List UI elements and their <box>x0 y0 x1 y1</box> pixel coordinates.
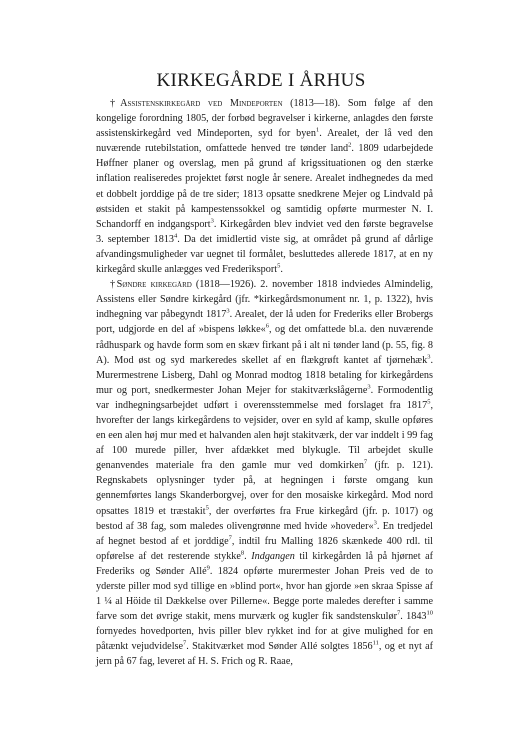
footnote-ref: 1 <box>315 126 320 134</box>
footnote-ref: 4 <box>174 232 178 240</box>
footnote-ref: 9 <box>206 564 210 572</box>
text-run: (1818—1926). 2. november 1818 indviedes Almindelig, Assistens eller Søndre kirkegård (jfr. *kirkegårdsmonument nr. 1, p. 1322), hvis indhegning var påbegyndt 1817 <box>96 279 433 321</box>
text-run: , hvorefter der langs kirkegårdens to vejsider, over en syld af kamp, skulle opføres en een alen høj mur med et halvanden alen højt stakitværk, der var inddelt i 99 fag af 100 murede piller, hver afdækket med blykugle. Til arbejdet skulle genanvendes materiale fra den gamle mur ved domkirken <box>96 399 433 472</box>
text-run: . Arealet, der lå uden for Frederiks eller Brobergs port, udgjorde en del af »bispens løkke« <box>96 309 433 336</box>
footnote-ref: 5 <box>277 262 281 270</box>
footnote-ref: 8 <box>240 549 245 557</box>
footnote-ref: 3 <box>226 307 230 315</box>
footnote-ref: 7 <box>183 639 187 647</box>
text-run: . Formodentlig var indhegningsarbejdet udført i overensstemmelse med forslaget fra 1817 <box>96 384 434 411</box>
text-run: . Da det imidlertid viste sig, at området på grund af dårlige afvandingsmuligheder var uegnet til formålet, besluttedes allerede 1817, at en ny kirkegård skulle anlægges ved Frederiksport <box>96 233 433 276</box>
footnote-ref: 3 <box>367 383 371 391</box>
section-heading: †Assistenskirkegård ved Mindeporten <box>110 98 283 109</box>
footnote-ref: 7 <box>228 534 232 542</box>
text-run: , indtil fru Malling 1826 skænkede 400 rdl. til opførelse af det resterende stykke <box>96 535 433 562</box>
text-run: . 1809 udarbejdede Høffner planer og overslag, men på grund af krigssituationen og den stærke inflation realiseredes projektet først nogle år senere. Arealet indhegnedes da med et dobbelt jorddige på de tre sider; 1813 opsatte snedkrene Mejer og Lindvald på østsiden et stakit på kampestenssokkel og samtidig opførte murmester N. I. Schandorff en indgangsport <box>96 143 434 230</box>
text-run: . <box>280 264 283 276</box>
paragraph <box>96 96 433 277</box>
footnote-ref: 11 <box>372 639 379 647</box>
text-run: , og et nyt af jern på 67 fag, leveret af H. S. Frich og R. Raae, <box>96 641 433 668</box>
text-run: . <box>244 550 252 562</box>
footnote-ref: 7 <box>363 458 368 466</box>
section-heading: †Søndre kirkegård <box>110 279 192 291</box>
footnote-ref: 10 <box>426 609 433 617</box>
footnote-ref: 3 <box>210 217 214 225</box>
page-title: KIRKEGÅRDE I ÅRHUS <box>156 70 366 91</box>
footnote-ref: 5 <box>427 398 431 406</box>
footnote-ref: 2 <box>348 141 352 149</box>
footnote-ref: 3 <box>427 353 431 361</box>
text-run: . 1824 opførte murermester Johan Preis ved de to yderste piller mod syd tillige en »blind port«, hvor han gjorde »en skraa Spisse af 1 ¼ al Höide til Dækkelse over Pillerne«. Begge porte maledes derefter i samme farve som det øvrige stakit, mens murværk og kugler fik sandstenskulør <box>96 565 433 623</box>
text-run: . 1843 <box>400 611 427 623</box>
text-run: . Murermestrene Lisberg, Dahl og Monrad modtog 1818 betaling for kirkegårdens mur og port, snedkermester Johan Mejer for stakitværksłågerne <box>96 354 433 396</box>
footnote-ref: 3 <box>373 519 377 527</box>
text-run: (1813—18). Som følge af den kongelige forordning 1805, der forbød begravelser i kirkerne, anlagdes den første assistenskirkegård ved Mindeporten, syd for byen <box>96 98 433 140</box>
text-run: . Arealet, der lå ved den nuværende rutebilstation, omfattede henved tre tønder land <box>96 128 433 155</box>
footnote-ref: 7 <box>396 609 401 617</box>
text-run: . Stakitværket mod Sønder Allé solgtes 1856 <box>186 641 373 653</box>
italic-term: Indgangen <box>251 550 295 562</box>
body-text <box>96 96 433 670</box>
text-run: , og det omfattede bl.a. den nuværende rådhuspark og havde form som en skæv firkant på i alt ni tønder land (p. 55, fig. 8 A). Mod øst og syd markeredes skellet af en flækgrøft kantet af tjørnehæk <box>96 324 434 366</box>
text-run: . En tredjedel af hegnet bestod af et jorddige <box>96 520 434 547</box>
text-run: , der overførtes fra Frue kirkegård (jfr. p. 1017) og bestod af 38 fag, som maledes olivengrønne med hvide »hoveder« <box>96 505 433 532</box>
footnote-ref: 6 <box>265 323 269 331</box>
text-run: . Kirkegården blev indviet ved den første begravelse 3. september 1813 <box>96 218 434 245</box>
text-run: fornyedes hovedporten, hvis piller blev rykket ind for at give mulighed for en påtænkt vejudvidelse <box>96 626 433 653</box>
text-run: til kirkegården lå på hjørnet af Frederiks og Sønder Allé <box>96 550 433 577</box>
text-run: (jfr. p. 121). Regnskabets oplysninger tyder på, at hegningen i første omgang kun gennemførtes langs Skanderborgvej, over for den mosaiske kirkegård. Mod nord opsattes 1819 et træstakit <box>96 460 433 517</box>
paragraph <box>96 277 433 669</box>
footnote-ref: 5 <box>205 504 209 512</box>
